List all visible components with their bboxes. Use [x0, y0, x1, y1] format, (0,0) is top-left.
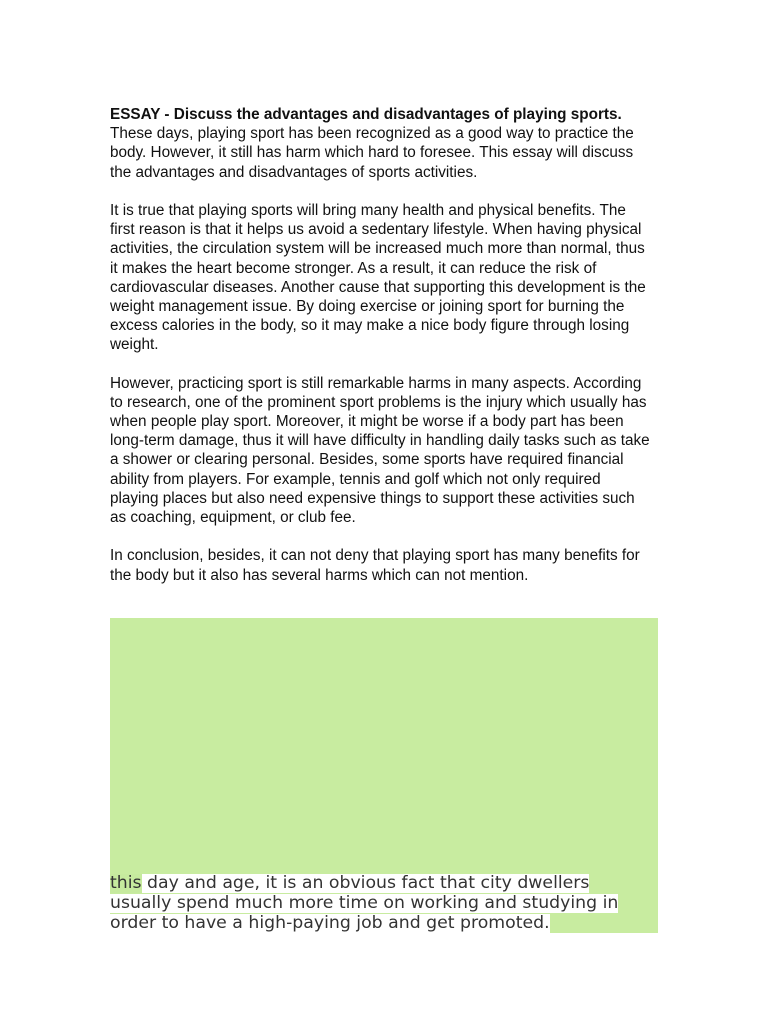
advantages-line: weight. — [110, 336, 159, 354]
essay-body — [110, 105, 670, 585]
advantages-line: It is true that playing sports will bring many health and physical benefits. The — [110, 201, 626, 219]
disadvantages-paragraph — [110, 374, 670, 528]
highlighted-text-span: order to have a high-paying job and get promoted. — [110, 913, 550, 933]
intro-paragraph — [110, 124, 670, 182]
disadvantages-line: when people play sport. Moreover, it might be worse if a body part has been — [110, 413, 624, 430]
advantages-line: activities, the circulation system will be increased much more than normal, thus — [110, 240, 645, 258]
highlighted-text-span: day and age, it is an obvious fact that city dwellers — [141, 873, 590, 893]
paragraph-gap — [110, 354, 670, 373]
disadvantages-line: as coaching, equipment, or club fee. — [110, 508, 356, 526]
highlighted-text-line — [110, 874, 658, 894]
disadvantages-line: playing places but also need expensive things to support these activities such — [110, 489, 635, 507]
conclusion-paragraph — [110, 546, 670, 584]
paragraph-gap — [110, 527, 670, 546]
disadvantages-line: a shower or clearing personal. Besides, some sports have required financial — [110, 451, 624, 469]
advantages-paragraph — [110, 201, 670, 355]
conclusion-line: the body but it also has several harms which can not mention. — [110, 566, 529, 584]
intro-line: the advantages and disadvantages of sports activities. — [110, 163, 478, 181]
advantages-line: first reason is that it helps us avoid a sedentary lifestyle. When having physical — [110, 221, 642, 239]
highlighted-text-span: usually spend much more time on working and studying in — [110, 893, 619, 913]
highlighted-first-word: this — [110, 873, 142, 893]
advantages-line: cardiovascular diseases. Another cause that supporting this development is the — [110, 278, 646, 296]
paragraph-gap — [110, 182, 670, 201]
advantages-line: weight management issue. By doing exercise or joining sport for burning the — [110, 297, 625, 315]
disadvantages-line: ability from players. For example, tennis and golf which not only required — [110, 470, 601, 488]
disadvantages-line: to research, one of the prominent sport problems is the injury which usually has — [110, 393, 647, 411]
advantages-line: excess calories in the body, so it may make a nice body figure through losing — [110, 317, 630, 335]
disadvantages-line: long-term damage, thus it will have difficulty in handling daily tasks such as take — [110, 432, 650, 450]
essay-title: ESSAY - Discuss the advantages and disadvantages of playing sports. — [110, 106, 622, 123]
intro-line: These days, playing sport has been recognized as a good way to practice the — [110, 125, 634, 143]
intro-line: body. However, it still has harm which hard to foresee. This essay will discuss — [110, 144, 634, 162]
disadvantages-line: However, practicing sport is still remarkable harms in many aspects. According — [110, 374, 642, 392]
conclusion-line: In conclusion, besides, it can not deny that playing sport has many benefits for — [110, 547, 640, 565]
highlighted-text-line — [110, 894, 658, 914]
highlighted-text-block — [110, 874, 658, 934]
advantages-line: it makes the heart become stronger. As a result, it can reduce the risk of — [110, 259, 597, 277]
highlighted-text-line — [110, 914, 658, 934]
